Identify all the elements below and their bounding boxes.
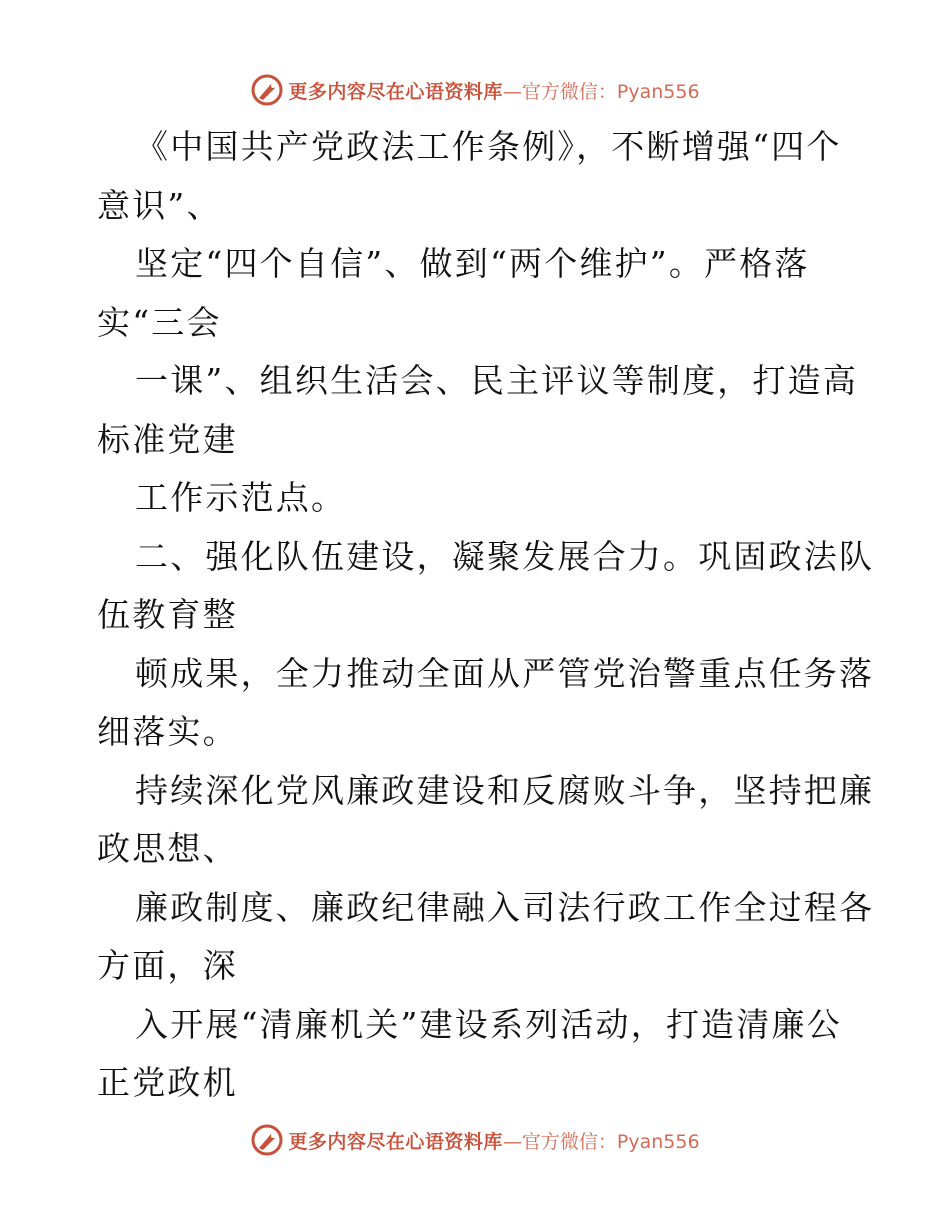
body-line: 坚定“四个自信”、做到“两个维护”。严格落: [135, 244, 810, 283]
body-line: 一课”、组织生活会、民主评议等制度，打造高: [135, 361, 859, 400]
body-line: 标准党建: [97, 419, 238, 459]
footer-banner-text: 更多内容尽在心语资料库: [288, 1130, 503, 1153]
body-line: 《中国共产党政法工作条例》，不断增强“四个: [135, 127, 842, 166]
header-banner-contact: —官方微信：Pyan556: [502, 80, 700, 103]
pen-nib-logo-icon: [250, 73, 284, 107]
body-line: 工作示范点。: [135, 478, 347, 517]
body-line: 廉政制度、廉政纪律融入司法行政工作全过程各: [135, 887, 875, 927]
body-line: 细落实。: [97, 712, 238, 751]
body-line: 顿成果，全力推动全面从严管党治警重点任务落: [135, 653, 875, 693]
document-body: [97, 118, 875, 1113]
header-banner: [0, 70, 950, 110]
header-banner-text: 更多内容尽在心语资料库: [288, 80, 503, 103]
body-line: 政思想、: [97, 829, 238, 868]
body-line: 方面，深: [97, 946, 238, 985]
body-line: 实“三会: [97, 302, 222, 342]
pen-nib-logo-icon: [250, 1123, 284, 1157]
body-line: 二、强化队伍建设，凝聚发展合力。巩固政法队: [135, 536, 875, 576]
body-line: 入开展“清廉机关”建设系列活动，打造清廉公: [135, 1004, 842, 1044]
body-line: 意识”、: [97, 185, 222, 225]
body-line: 持续深化党风廉政建设和反腐败斗争，坚持把廉: [135, 770, 875, 810]
body-line: 正党政机: [97, 1063, 238, 1102]
footer-banner-contact: —官方微信：Pyan556: [502, 1130, 700, 1153]
footer-banner: [0, 1120, 950, 1160]
body-line: 伍教育整: [97, 595, 238, 634]
